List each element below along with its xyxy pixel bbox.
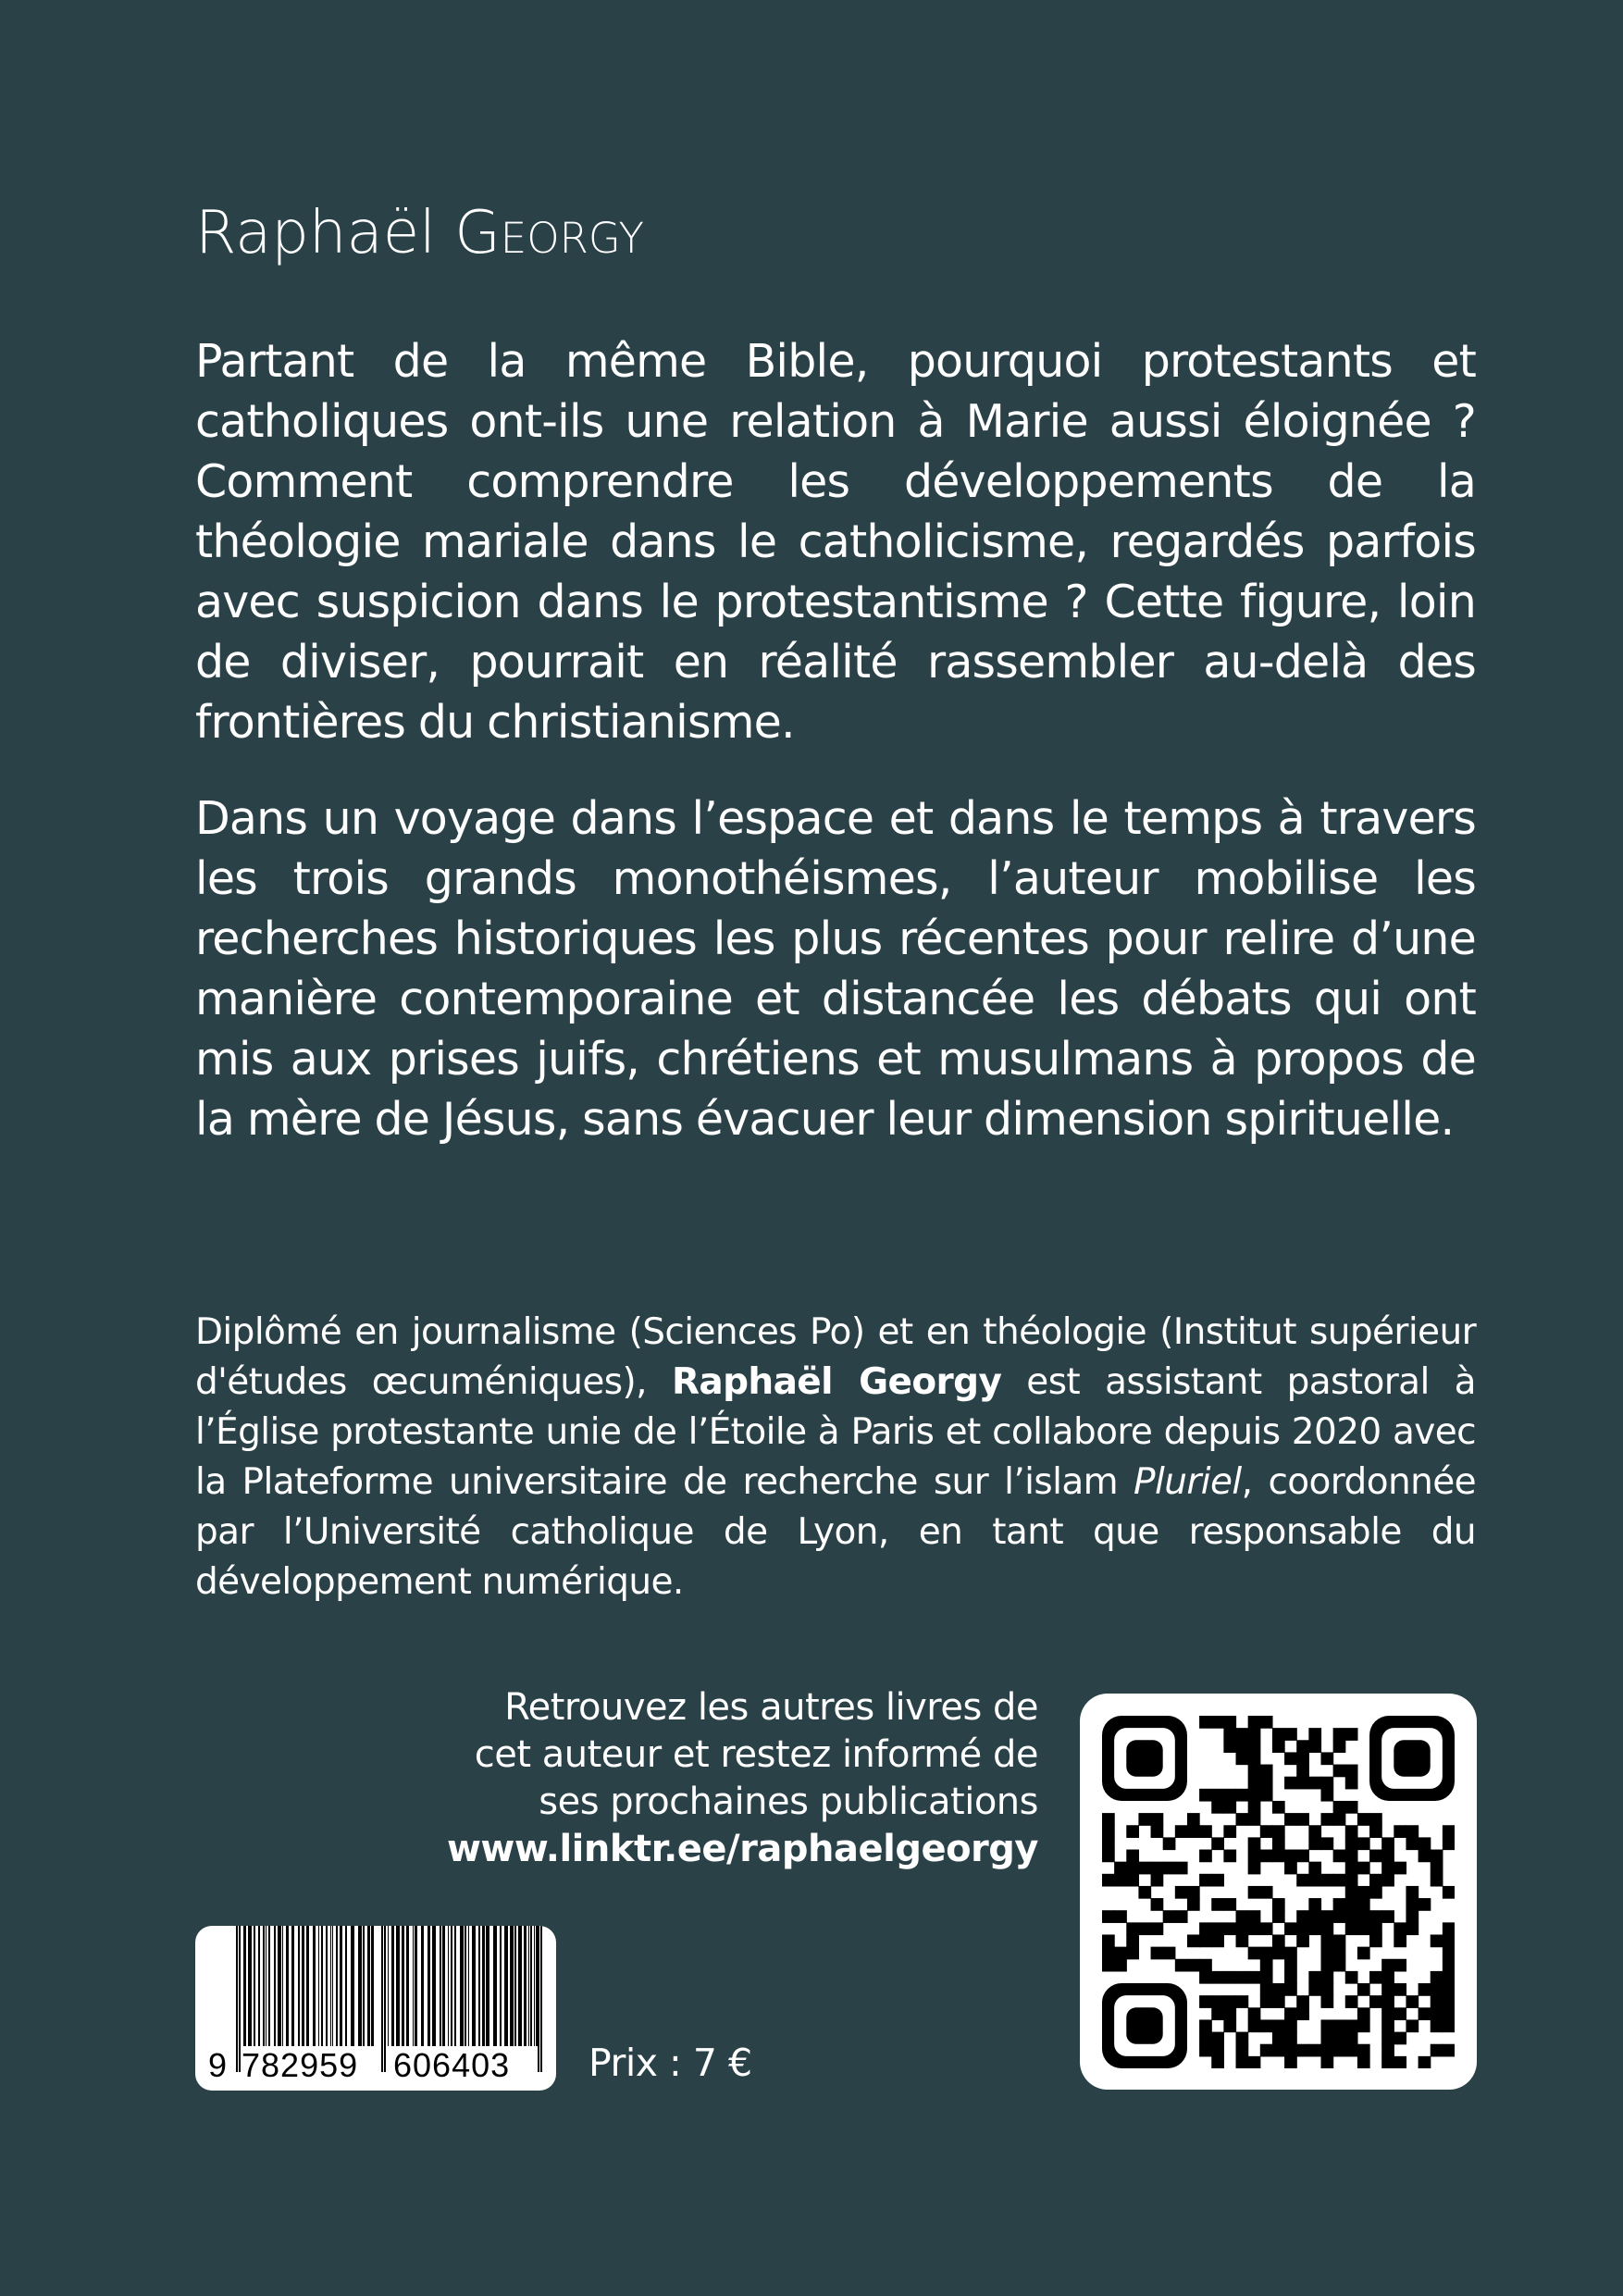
qr-code-icon <box>1102 1716 1455 2068</box>
isbn-digit-first: 9 <box>208 2046 228 2084</box>
blurb-paragraph-2 <box>195 788 1476 1149</box>
bio-part-3: , coordonnée par l’Université catholique de Lyon, en tant que responsable du développement numérique. <box>195 1461 1476 1603</box>
promo-line-3: ses prochaines publications <box>539 1781 1038 1823</box>
blurb-paragraph-1 <box>195 331 1476 752</box>
author-last-name: Georgy <box>454 199 645 267</box>
author-first-name: Raphaël <box>195 199 436 267</box>
blurb-text-1: Partant de la même Bible, pourquoi protestants et catholiques ont-ils une relation à Marie aussi éloignée ? Comment comprendre les développements de la théologie mariale dans le catholicisme, regardés parfois avec suspicion dans le protestantisme ? Cette figure, loin de diviser, pourrait en réalité rassembler au-delà des frontières du christianisme. <box>195 335 1476 749</box>
promo-line-2: cet auteur et restez informé de <box>474 1733 1038 1776</box>
promo-block <box>370 1684 1038 1873</box>
promo-url: www.linktr.ee/raphaelgeorgy <box>446 1828 1038 1870</box>
bio-part-1: Diplômé en journalisme (Sciences Po) et en théologie (Institut supérieur d'études œcuméniques), <box>195 1311 1476 1403</box>
author-bio <box>195 1308 1476 1607</box>
isbn-digits <box>195 2046 556 2083</box>
bio-author-name: Raphaël Georgy <box>671 1361 1002 1403</box>
isbn-barcode <box>195 1926 556 2091</box>
blurb-text-2: Dans un voyage dans l’espace et dans le temps à travers les trois grands monothéismes, l’auteur mobilise les recherches historiques les plus récentes pour relire d’une manière contemporaine et distancée les débats qui ont mis aux prises juifs, chrétiens et musulmans à propos de la mère de Jésus, sans évacuer leur dimension spirituelle. <box>195 792 1476 1146</box>
promo-line-1: Retrouvez les autres livres de <box>504 1686 1038 1729</box>
price-label: Prix : 7 € <box>588 2041 752 2085</box>
author-name <box>195 196 644 270</box>
bio-part-2: est assistant pastoral à l’Église protestante unie de l’Étoile à Paris et collabore depuis 2020 avec la Plateforme universitaire de recherche sur l’islam <box>195 1361 1476 1503</box>
qr-code <box>1080 1694 1477 2090</box>
author-bio-text <box>195 1308 1476 1607</box>
isbn-digits-group-2: 606403 <box>393 2046 511 2084</box>
bio-platform-name: Pluriel <box>1134 1461 1242 1503</box>
isbn-digits-group-1: 782959 <box>242 2046 359 2084</box>
